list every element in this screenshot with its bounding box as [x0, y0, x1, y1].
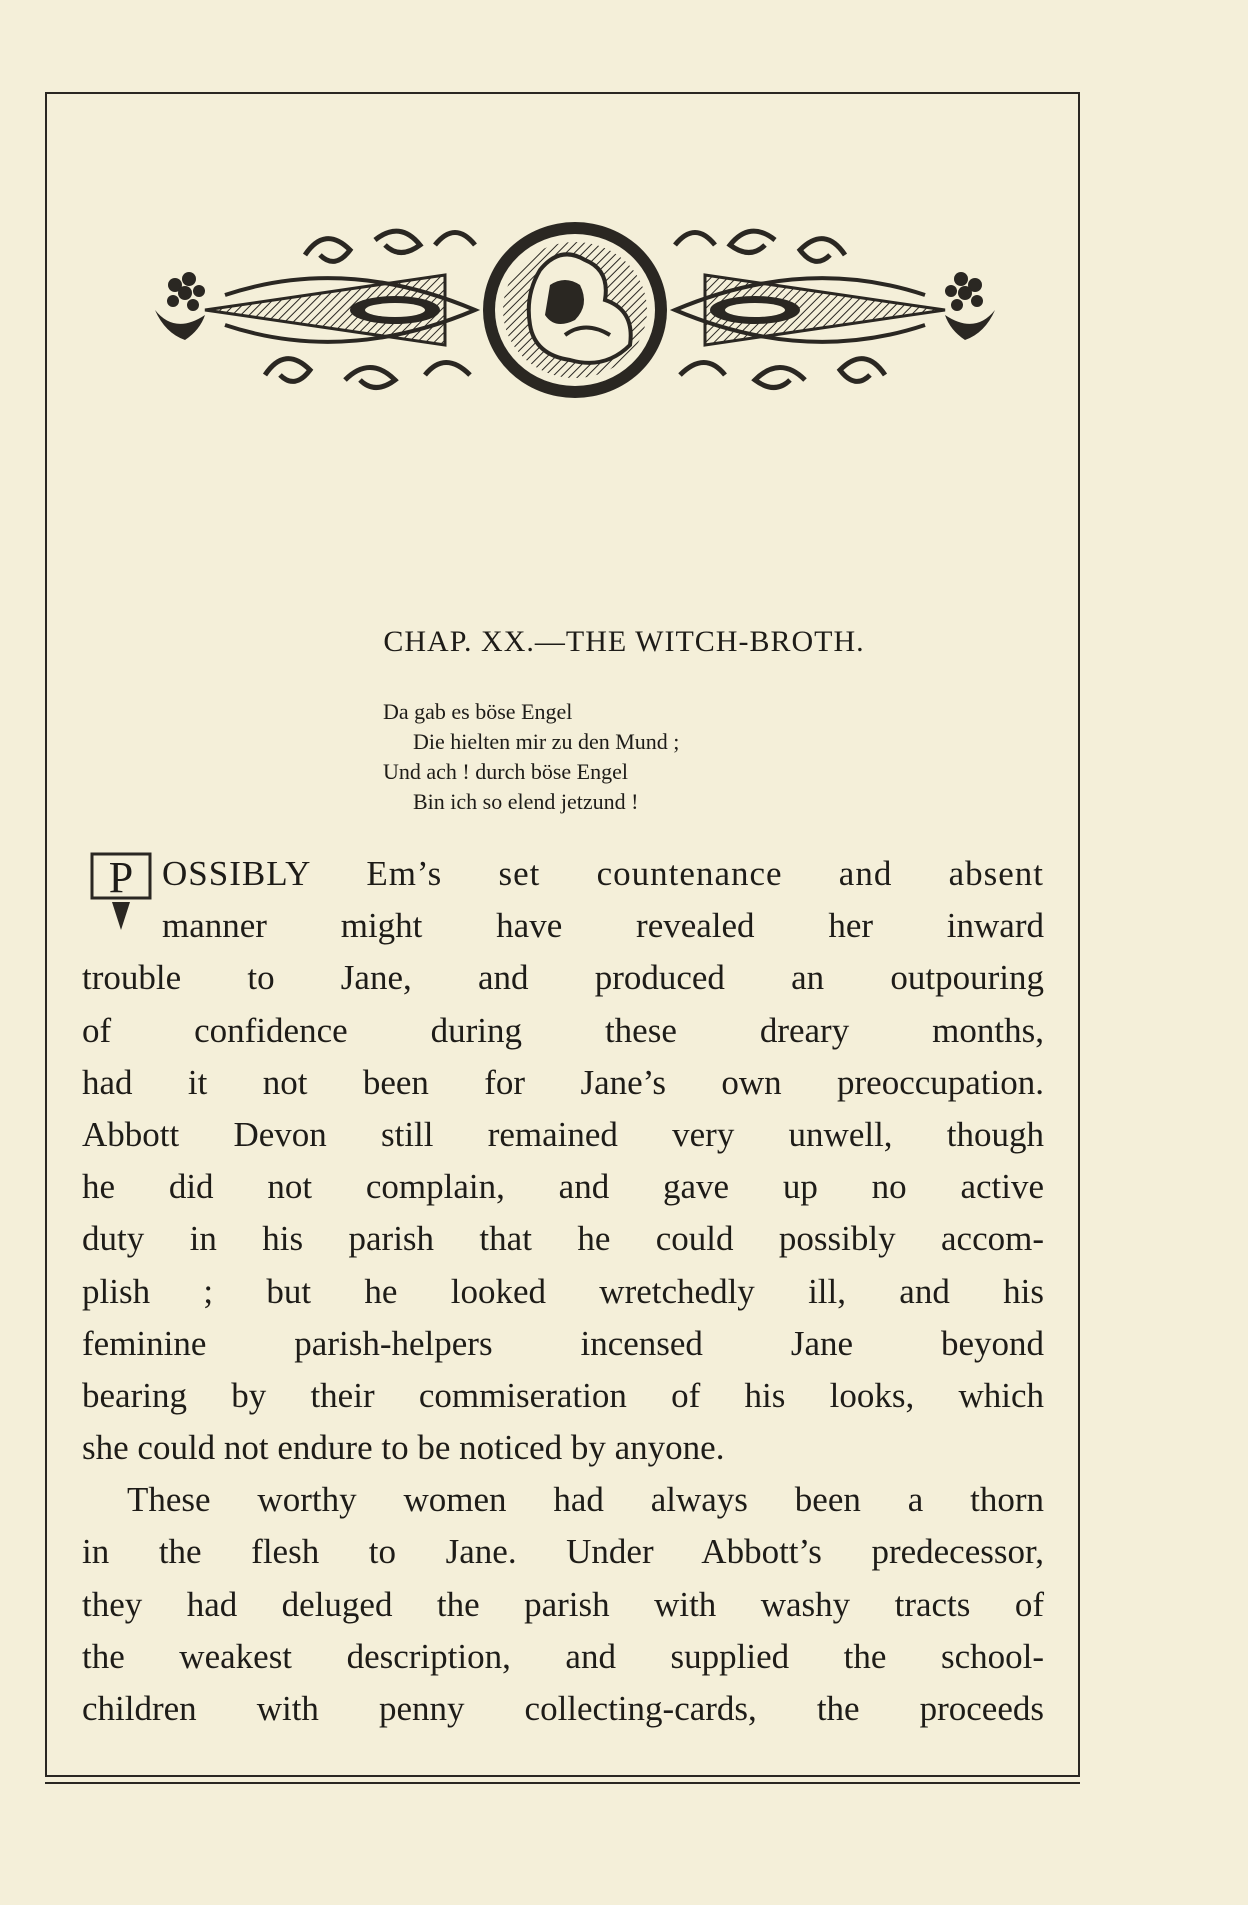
body-line: duty in his parish that he could possibly accom- — [82, 1219, 1044, 1259]
body-line: in the flesh to Jane. Under Abbott’s predecessor, — [82, 1532, 1044, 1572]
body-text — [82, 848, 1044, 1735]
central-medallion — [483, 222, 667, 398]
epigraph — [383, 697, 679, 817]
body-line: trouble to Jane, and produced an outpouring — [82, 958, 1044, 998]
body-line: These worthy women had always been a thorn — [127, 1480, 1044, 1520]
epigraph-line: Bin ich so elend jetzund ! — [413, 789, 639, 814]
epigraph-line: Die hielten mir zu den Mund ; — [413, 729, 680, 754]
body-line: she could not endure to be noticed by anyone. — [82, 1428, 725, 1468]
body-line: had it not been for Jane’s own preoccupation. — [82, 1062, 1044, 1102]
right-grape-cluster — [945, 272, 995, 340]
body-line: Abbott Devon still remained very unwell, though — [82, 1114, 1044, 1154]
body-line: plish ; but he looked wretchedly ill, and his — [82, 1271, 1044, 1311]
body-line: bearing by their commiseration of his looks, which — [82, 1375, 1044, 1415]
body-line: they had deluged the parish with washy tracts of — [82, 1584, 1044, 1624]
headpiece-ornament — [145, 215, 1005, 405]
chapter-title: CHAP. XX.—THE WITCH-BROTH. — [383, 625, 865, 658]
drop-cap-letter: P — [108, 853, 134, 902]
first-line-rest: OSSIBLY Em’s set countenance and absent — [162, 854, 1044, 893]
body-line: children with penny collecting-cards, the proceeds — [82, 1689, 1044, 1728]
body-line: of confidence during these dreary months, — [82, 1010, 1044, 1050]
left-grape-cluster — [155, 272, 205, 340]
body-first-line — [82, 848, 1044, 900]
body-line: he did not complain, and gave up no active — [82, 1167, 1044, 1207]
body-line: feminine parish-helpers incensed Jane beyond — [82, 1323, 1044, 1363]
body-line: manner might have revealed her inward — [162, 906, 1044, 946]
body-line: the weakest description, and supplied the school- — [82, 1636, 1044, 1676]
page-bottom-rule — [45, 1782, 1080, 1784]
epigraph-line: Und ach ! durch böse Engel — [383, 759, 628, 784]
epigraph-line: Da gab es böse Engel — [383, 699, 573, 724]
